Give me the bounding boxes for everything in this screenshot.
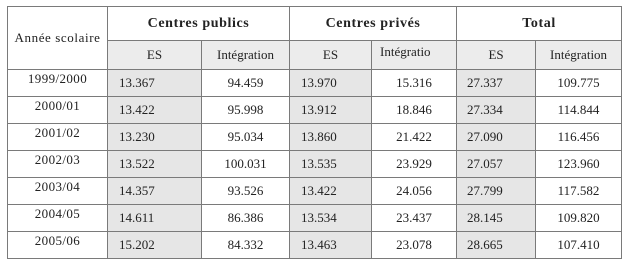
public-integration-subheader: Intégration bbox=[202, 41, 290, 70]
total-es-cell: 27.799 bbox=[457, 178, 536, 205]
public-es-cell: 13.422 bbox=[108, 97, 202, 124]
public-es-cell: 13.230 bbox=[108, 124, 202, 151]
public-integration-cell: 95.998 bbox=[202, 97, 290, 124]
public-es-cell: 15.202 bbox=[108, 232, 202, 259]
year-cell: 2002/03 bbox=[8, 151, 108, 178]
total-integration-cell: 117.582 bbox=[536, 178, 622, 205]
private-es-subheader: ES bbox=[290, 41, 372, 70]
private-integration-cell: 23.078 bbox=[372, 232, 457, 259]
table-row bbox=[8, 205, 622, 232]
statistics-table bbox=[7, 6, 622, 259]
private-es-cell: 13.463 bbox=[290, 232, 372, 259]
table-row bbox=[8, 124, 622, 151]
private-es-cell: 13.860 bbox=[290, 124, 372, 151]
private-integration-cell: 23.929 bbox=[372, 151, 457, 178]
public-integration-cell: 100.031 bbox=[202, 151, 290, 178]
total-es-cell: 27.334 bbox=[457, 97, 536, 124]
private-integration-cell: 15.316 bbox=[372, 70, 457, 97]
total-es-cell: 27.057 bbox=[457, 151, 536, 178]
total-es-cell: 28.145 bbox=[457, 205, 536, 232]
total-integration-cell: 109.820 bbox=[536, 205, 622, 232]
public-integration-cell: 94.459 bbox=[202, 70, 290, 97]
private-es-cell: 13.422 bbox=[290, 178, 372, 205]
public-integration-cell: 95.034 bbox=[202, 124, 290, 151]
year-cell: 2000/01 bbox=[8, 97, 108, 124]
table-row bbox=[8, 232, 622, 259]
public-es-cell: 13.367 bbox=[108, 70, 202, 97]
total-es-cell: 28.665 bbox=[457, 232, 536, 259]
year-cell: 2005/06 bbox=[8, 232, 108, 259]
public-integration-cell: 93.526 bbox=[202, 178, 290, 205]
year-cell: 2004/05 bbox=[8, 205, 108, 232]
table-row bbox=[8, 178, 622, 205]
table-row bbox=[8, 70, 622, 97]
total-header: Total bbox=[457, 7, 622, 41]
private-integration-cell: 23.437 bbox=[372, 205, 457, 232]
private-es-cell: 13.534 bbox=[290, 205, 372, 232]
private-integration-cell: 18.846 bbox=[372, 97, 457, 124]
total-integration-subheader: Intégration bbox=[536, 41, 622, 70]
private-es-cell: 13.912 bbox=[290, 97, 372, 124]
private-centers-header: Centres privés bbox=[290, 7, 457, 41]
private-es-cell: 13.970 bbox=[290, 70, 372, 97]
public-es-subheader: ES bbox=[108, 41, 202, 70]
total-integration-cell: 123.960 bbox=[536, 151, 622, 178]
public-es-cell: 14.357 bbox=[108, 178, 202, 205]
total-integration-cell: 116.456 bbox=[536, 124, 622, 151]
public-integration-cell: 86.386 bbox=[202, 205, 290, 232]
year-column-header: Année scolaire bbox=[8, 7, 108, 70]
private-integration-cell: 21.422 bbox=[372, 124, 457, 151]
year-cell: 2003/04 bbox=[8, 178, 108, 205]
private-integration-cell: 24.056 bbox=[372, 178, 457, 205]
private-es-cell: 13.535 bbox=[290, 151, 372, 178]
total-integration-cell: 114.844 bbox=[536, 97, 622, 124]
year-cell: 1999/2000 bbox=[8, 70, 108, 97]
private-integration-subheader: Intégratio bbox=[372, 41, 457, 70]
public-integration-cell: 84.332 bbox=[202, 232, 290, 259]
public-centers-header: Centres publics bbox=[108, 7, 290, 41]
total-integration-cell: 109.775 bbox=[536, 70, 622, 97]
total-es-subheader: ES bbox=[457, 41, 536, 70]
year-cell: 2001/02 bbox=[8, 124, 108, 151]
table-row bbox=[8, 151, 622, 178]
public-es-cell: 13.522 bbox=[108, 151, 202, 178]
total-es-cell: 27.337 bbox=[457, 70, 536, 97]
table-body bbox=[8, 70, 622, 259]
public-es-cell: 14.611 bbox=[108, 205, 202, 232]
table-row bbox=[8, 97, 622, 124]
total-integration-cell: 107.410 bbox=[536, 232, 622, 259]
total-es-cell: 27.090 bbox=[457, 124, 536, 151]
